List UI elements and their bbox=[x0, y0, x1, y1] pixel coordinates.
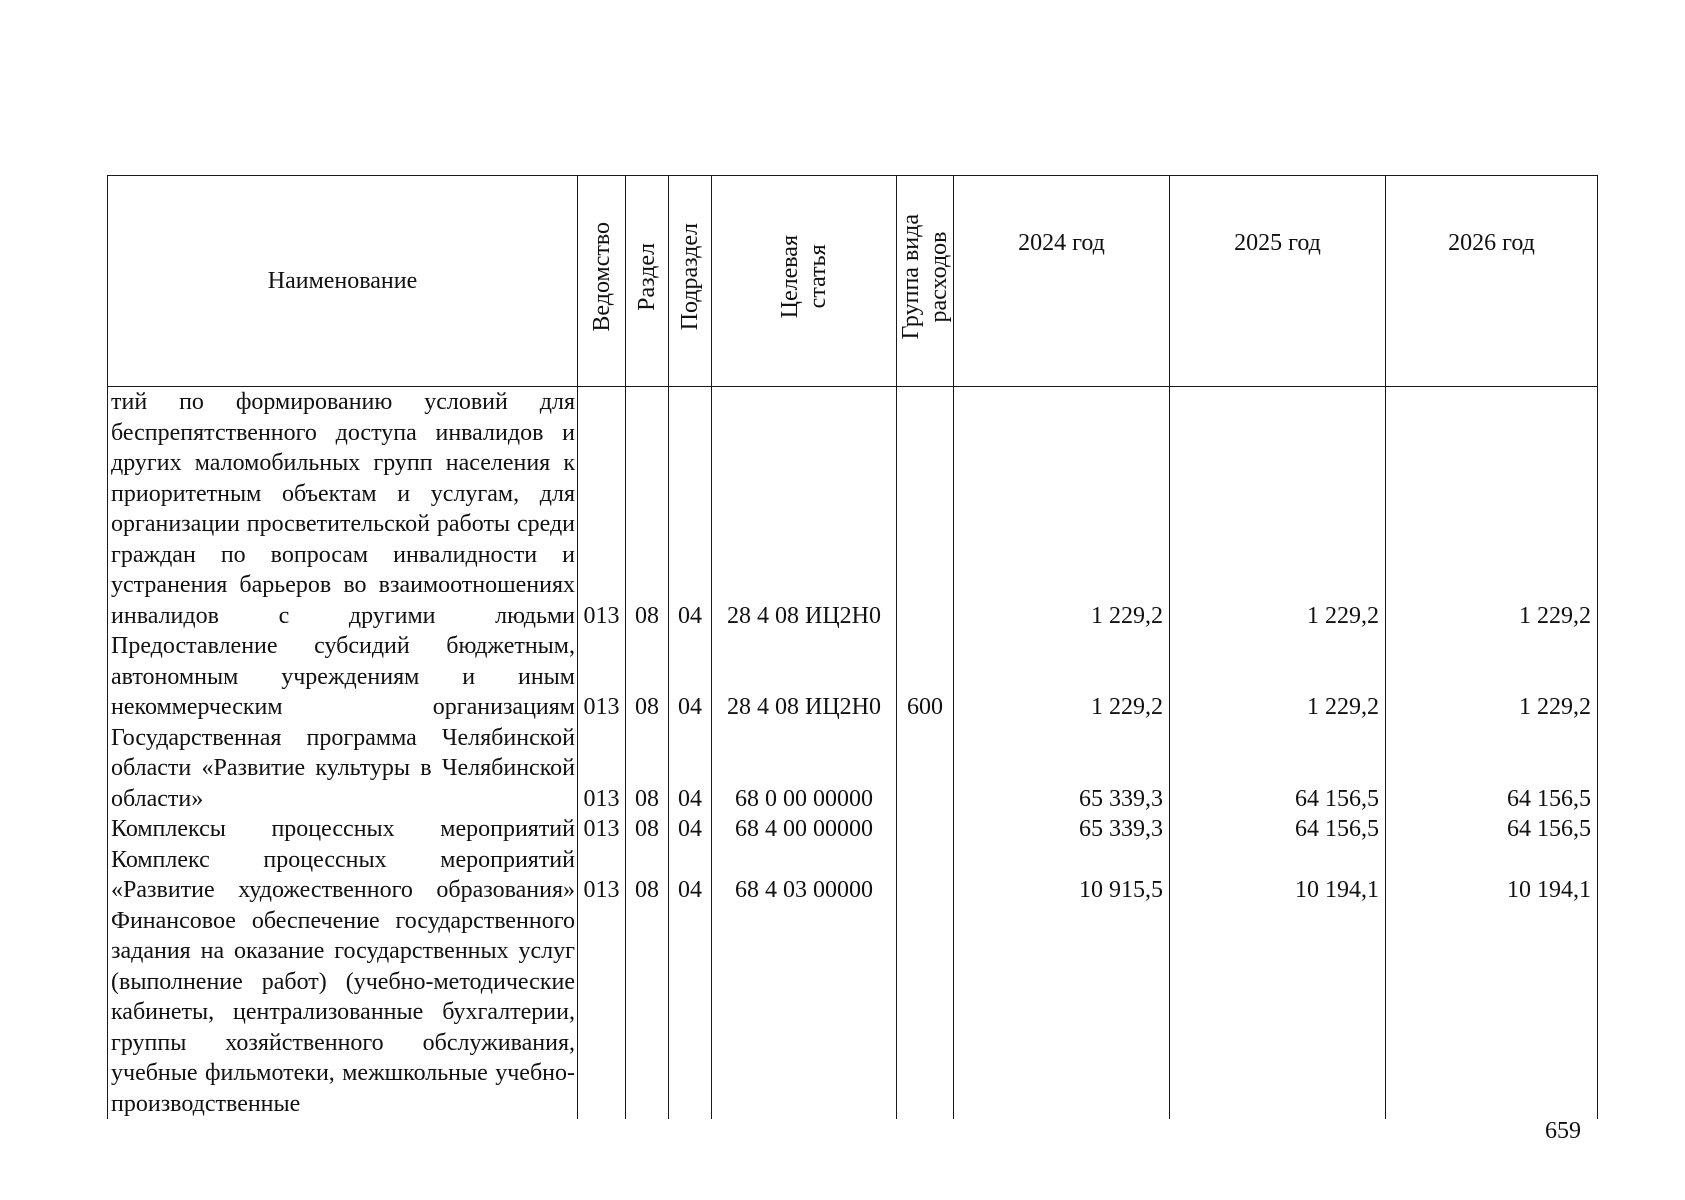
table-row bbox=[108, 814, 1598, 845]
row-subsection: 04 bbox=[669, 387, 712, 632]
row-target-article: 68 0 00 00000 bbox=[712, 723, 897, 815]
table-row bbox=[108, 631, 1598, 723]
row-2024: 65 339,3 bbox=[954, 723, 1170, 815]
header-2024: 2024 год bbox=[954, 176, 1170, 387]
row-department: 013 bbox=[578, 723, 626, 815]
row-section bbox=[626, 906, 669, 1120]
row-name: Финансовое обеспечение государственного задания на оказание государственных услуг (выполнение работ) (учебно-методические кабинеты, централизованные бухгалтерии, группы хозяйственного обслуживания, учебные фильмотеки, межшкольные учебно-производственные bbox=[108, 906, 578, 1120]
row-expense-group bbox=[897, 814, 954, 845]
header-subsection: Подраздел bbox=[669, 176, 712, 387]
row-2024: 1 229,2 bbox=[954, 631, 1170, 723]
row-subsection: 04 bbox=[669, 814, 712, 845]
table-header-row bbox=[108, 176, 1598, 387]
row-department: 013 bbox=[578, 631, 626, 723]
row-section: 08 bbox=[626, 631, 669, 723]
row-target-article: 28 4 08 ИЦ2Н0 bbox=[712, 387, 897, 632]
table-row bbox=[108, 906, 1598, 1120]
row-2025: 1 229,2 bbox=[1170, 631, 1386, 723]
row-department bbox=[578, 906, 626, 1120]
row-2024: 65 339,3 bbox=[954, 814, 1170, 845]
row-2026: 10 194,1 bbox=[1386, 845, 1598, 906]
row-2026: 64 156,5 bbox=[1386, 723, 1598, 815]
row-section: 08 bbox=[626, 387, 669, 632]
header-department: Ведомство bbox=[578, 176, 626, 387]
row-name: Государственная программа Челябинской области «Развитие культуры в Челябинской области» bbox=[108, 723, 578, 815]
row-expense-group: 600 bbox=[897, 631, 954, 723]
row-section: 08 bbox=[626, 845, 669, 906]
row-subsection bbox=[669, 906, 712, 1120]
row-2026: 1 229,2 bbox=[1386, 631, 1598, 723]
row-2025 bbox=[1170, 906, 1386, 1120]
row-name: Комплексы процессных мероприятий bbox=[108, 814, 578, 845]
row-2024: 10 915,5 bbox=[954, 845, 1170, 906]
row-name: тий по формированию условий для беспрепятственного доступа инвалидов и других маломобильных групп населения к приоритетным объектам и услугам, для организации просветительской работы среди граждан по вопросам инвалидности и устранения барьеров во взаимоотношениях инвалидов с другими людьми bbox=[108, 387, 578, 632]
row-subsection: 04 bbox=[669, 631, 712, 723]
row-target-article: 68 4 00 00000 bbox=[712, 814, 897, 845]
row-2026: 64 156,5 bbox=[1386, 814, 1598, 845]
row-expense-group bbox=[897, 387, 954, 632]
header-2026: 2026 год bbox=[1386, 176, 1598, 387]
row-name: Комплекс процессных мероприятий «Развитие художественного образования» bbox=[108, 845, 578, 906]
table-row bbox=[108, 723, 1598, 815]
table-row bbox=[108, 387, 1598, 632]
row-subsection: 04 bbox=[669, 845, 712, 906]
header-section: Раздел bbox=[626, 176, 669, 387]
table-row bbox=[108, 845, 1598, 906]
row-expense-group bbox=[897, 723, 954, 815]
row-department: 013 bbox=[578, 387, 626, 632]
row-2025: 1 229,2 bbox=[1170, 387, 1386, 632]
row-subsection: 04 bbox=[669, 723, 712, 815]
page-number: 659 bbox=[1545, 1118, 1581, 1144]
budget-table bbox=[107, 175, 1598, 1119]
row-2025: 64 156,5 bbox=[1170, 723, 1386, 815]
row-department: 013 bbox=[578, 845, 626, 906]
row-expense-group bbox=[897, 906, 954, 1120]
row-2025: 64 156,5 bbox=[1170, 814, 1386, 845]
row-department: 013 bbox=[578, 814, 626, 845]
row-target-article: 68 4 03 00000 bbox=[712, 845, 897, 906]
header-expense-group: Группа вида расходов bbox=[897, 176, 954, 387]
row-name: Предоставление субсидий бюджетным, автономным учреждениям и иным некоммерческим организациям bbox=[108, 631, 578, 723]
header-target-article: Целевая статья bbox=[712, 176, 897, 387]
row-target-article: 28 4 08 ИЦ2Н0 bbox=[712, 631, 897, 723]
row-2025: 10 194,1 bbox=[1170, 845, 1386, 906]
row-section: 08 bbox=[626, 723, 669, 815]
row-2026: 1 229,2 bbox=[1386, 387, 1598, 632]
row-expense-group bbox=[897, 845, 954, 906]
header-2025: 2025 год bbox=[1170, 176, 1386, 387]
header-name: Наименование bbox=[108, 176, 578, 387]
row-section: 08 bbox=[626, 814, 669, 845]
row-target-article bbox=[712, 906, 897, 1120]
row-2024: 1 229,2 bbox=[954, 387, 1170, 632]
row-2026 bbox=[1386, 906, 1598, 1120]
row-2024 bbox=[954, 906, 1170, 1120]
